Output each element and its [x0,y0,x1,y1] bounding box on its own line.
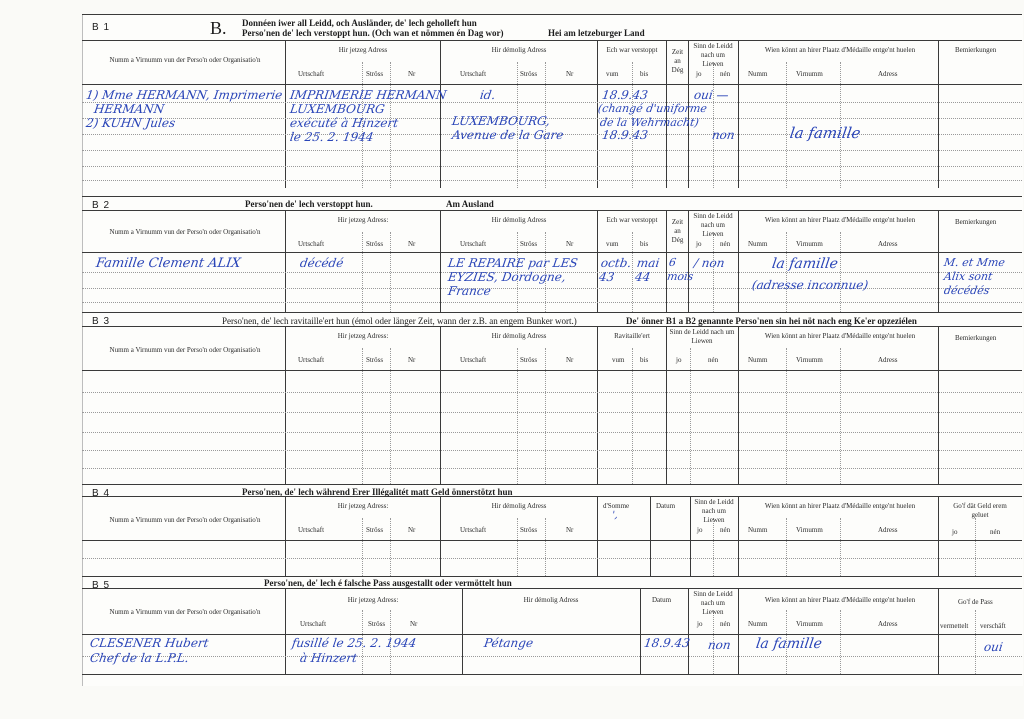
b5-current-1: fusillé le 25. 2. 1944 [291,636,418,650]
header-urtschaft: Urtschaft [460,356,487,364]
header-nr: Nr [408,70,416,78]
section-title: Perso'nen, de' lech é falsche Pass ausgestallt oder vermöttelt hun [264,578,512,588]
header-current-address: Hir jetzeg Adress: [337,502,389,510]
header-ravitaille: Ravitaille'ert [614,332,650,340]
header-remarks: Bemierkungen [955,334,997,342]
b2-medal-1: la famille [770,256,839,272]
b1-date-2: (changé d'uniforme [597,102,708,115]
b2-remarks-2: Alix sont [943,270,994,283]
header-current-address: Hir jetzeg Adress [338,46,388,54]
header-virnumm: Virnumm [796,356,823,364]
b1-current-2: LUXEMBOURG [289,102,386,116]
b1-name-2: HERMANN [93,102,166,116]
b2-name: Famille Clement ALIX [94,256,242,271]
header-nr: Nr [408,526,416,534]
header-numm: Numm [748,240,768,248]
header-nen: nén [720,240,731,248]
b1-former-1: id. [479,88,497,102]
b1-current-3: exécuté à Hinzert [289,116,400,130]
header-name: Numm a Virnumm vun der Perso'n oder Organisatio'n [109,346,261,354]
header-stross: Ströss [366,526,384,534]
header-remarks: Bemierkungen [955,46,997,54]
header-former-address: Hir démolig Adress [491,502,547,510]
header-nr: Nr [566,240,574,248]
header-adress: Adress [878,240,898,248]
b2-former-3: France [447,284,492,298]
header-alive: Sinn de Leidd nach um Liewen [669,328,735,345]
form-letter: B. [210,18,227,38]
header-jo: jo [696,70,702,78]
header-former-address: Hir démolig Adress [523,596,579,604]
header-name: Numm a Virnumm vun der Perso'n oder Organisatio'n [109,608,261,616]
header-nr: Nr [408,356,416,364]
section-code: B 5 [92,580,111,591]
section-code: B 2 [92,200,111,211]
header-alive: Sinn de Leidd nach um Liewen [693,590,733,616]
section-title: Perso'nen de' lech verstoppt hun. [245,199,373,209]
header-somme: d'Somme [603,502,630,510]
section-title: Perso'nen, de' lech während Erer Illégalitét matt Geld önnerstötzt hun [242,487,513,497]
b1-current-1: IMPRIMERIE HERMANN [289,88,448,102]
header-adress: Adress [878,620,898,628]
b5-current-2: à Hinzert [299,651,358,665]
b4-somme: ', [611,510,619,521]
section-code: B 4 [92,488,111,499]
header-stross: Ströss [520,240,538,248]
header-alive: Sinn de Leidd nach um Liewen [693,212,733,238]
b2-former-1: LE REPAIRE par LES [447,256,579,270]
header-urtschaft: Urtschaft [300,620,327,628]
header-datum: Datum [652,596,672,604]
b5-name-1: CLESENER Hubert [89,636,210,650]
header-vermettelt: vermettelt [940,622,969,630]
header-urtschaft: Urtschaft [298,70,325,78]
header-adress: Adress [878,526,898,534]
header-urtschaft: Urtschaft [298,356,325,364]
b5-alive: non [707,638,732,652]
header-former-address: Hir démolig Adress [491,332,547,340]
header-vum: vum [606,240,619,248]
b1-date-1: 18.9.43 [601,88,649,102]
header-nr: Nr [408,240,416,248]
header-name: Numm a Virnumm vun der Perso'n oder Organisatio'n [109,516,261,524]
b5-medal: la famille [754,636,823,652]
header-stross: Ströss [368,620,386,628]
b1-alive-2: non [711,128,736,142]
header-alive: Sinn de Leidd nach um Liewen [694,498,734,524]
header-adress: Adress [878,70,898,78]
header-bis: bis [640,70,649,78]
b1-name-1: 1) Mme HERMANN, Imprimerie [85,88,284,102]
b1-former-2: LUXEMBOURG, [451,114,551,128]
header-virnumm: Virnumm [796,526,823,534]
header-medal: Wien könnt an hirer Plaatz d'Médaille entge'nt huelen [764,502,916,510]
b1-name-3: 2) KUHN Jules [85,116,177,130]
header-stross: Ströss [520,70,538,78]
header-current-address: Hir jetzeg Adress: [337,332,389,340]
header-stross: Ströss [366,356,384,364]
header-medal: Wien könnt an hirer Plaatz d'Médaille entge'nt huelen [764,46,916,54]
header-nen: nén [720,620,731,628]
header-medal: Wien könnt an hirer Plaatz d'Médaille entge'nt huelen [764,596,916,604]
header-current-address: Hir jetzeg Adress: [347,596,399,604]
header-virnumm: Virnumm [796,620,823,628]
header-jo: jo [697,526,703,534]
header-numm: Numm [748,70,768,78]
header-stross: Ströss [366,240,384,248]
header-urtschaft: Urtschaft [298,526,325,534]
header-nen: nén [708,356,719,364]
header-name: Numm a Virnumm vun der Perso'n oder Organisatio'n [109,56,261,64]
header-current-address: Hir jetzeg Adress: [337,216,389,224]
b2-zeit: 6 mois [666,256,695,283]
b1-medal: la famille [788,124,862,142]
header-pass: Go'f de Pass [958,598,993,606]
b1-current-4: le 25. 2. 1944 [289,130,375,144]
header-nr: Nr [566,356,574,364]
header-adress: Adress [878,356,898,364]
header-name: Numm a Virnumm vun der Perso'n oder Organisatio'n [109,228,261,236]
header-nr: Nr [410,620,418,628]
section-note: De' önner B1 a B2 genannte Perso'nen sin hei nöt nach eng Ke'er opzeziélen [626,316,917,326]
header-medal: Wien könnt an hirer Plaatz d'Médaille entge'nt huelen [764,216,916,224]
header-numm: Numm [748,356,768,364]
header-jo: jo [676,356,682,364]
header-nen: nén [720,70,731,78]
section-title: Perso'nen, de' lech ravitaille'ert hun (émol oder länger Zeit, wann der z.B. an engem Bunker wort.) [222,316,577,326]
header-nen: nén [720,526,731,534]
b1-date-4: 18.9.43 [601,128,649,142]
header-bis: bis [640,240,649,248]
header-hidden: Ech war verstoppt [606,46,658,54]
header-virnumm: Virnumm [796,240,823,248]
b2-alive: / non [693,256,726,270]
b2-medal-2: (adresse inconnue) [751,278,870,292]
b2-remarks-1: M. et Mme [943,256,1006,269]
header-zeit: Zeit an Dég [671,48,684,74]
header-jo: jo [952,528,958,536]
header-datum: Datum [656,502,676,510]
b2-former-2: EYZIES, Dordogne, [447,270,567,284]
header-numm: Numm [748,526,768,534]
header-jo: jo [697,620,703,628]
b1-former-3: Avenue de la Gare [451,128,565,142]
b1-date-3: de la Wehrmacht) [599,116,700,129]
header-jo: jo [696,240,702,248]
header-numm: Numm [748,620,768,628]
header-urtschaft: Urtschaft [298,240,325,248]
header-vum: vum [612,356,625,364]
header-stross: Ströss [520,356,538,364]
header-virnumm: Virnumm [796,70,823,78]
b5-date: 18.9.43 [643,636,691,650]
b2-remarks-3: décédés [943,284,991,297]
header-urtschaft: Urtschaft [460,70,487,78]
b2-vum: octb. 43 [598,256,633,284]
header-nr: Nr [566,526,574,534]
header-former-address: Hir démolig Adress [491,216,547,224]
b5-name-2: Chef de la L.P.L. [89,651,190,665]
header-vum: vum [606,70,619,78]
b5-pass: oui [983,640,1004,654]
header-remarks: Bemierkungen [955,218,997,226]
section-subtitle: Perso'nen de' lech verstoppt hun. (Och wan et nömmen én Dag wor) [242,28,504,38]
header-medal: Wien könnt an hirer Plaatz d'Médaille entge'nt huelen [764,332,916,340]
header-nr: Nr [566,70,574,78]
b5-former: Pétange [483,636,535,650]
header-nen: nén [990,528,1001,536]
section-region: Am Ausland [446,199,494,209]
section-region: Hei am letzeburger Land [548,28,645,38]
b2-bis: mai 44 [634,256,661,284]
header-urtschaft: Urtschaft [460,240,487,248]
header-zeit: Zeit an Dég [671,218,684,244]
header-geld: Go'f dät Geld erem geluet [953,502,1007,519]
header-urtschaft: Urtschaft [460,526,487,534]
header-verschaft: verschäft [980,622,1006,630]
section-code: B 3 [92,316,111,327]
header-stross: Ströss [520,526,538,534]
header-alive: Sinn de Leidd nach um Liewen [693,42,733,68]
b2-current: décédé [299,256,345,270]
header-bis: bis [640,356,649,364]
section-code: B 1 [92,22,111,33]
b1-alive-1: oui — [693,88,730,102]
header-former-address: Hir démolig Adress [491,46,547,54]
header-stross: Ströss [366,70,384,78]
section-title: Donnéen iwer all Leidd, och Ausländer, de' lech geholleft hun [242,18,477,28]
header-hidden: Ech war verstoppt [606,216,658,224]
